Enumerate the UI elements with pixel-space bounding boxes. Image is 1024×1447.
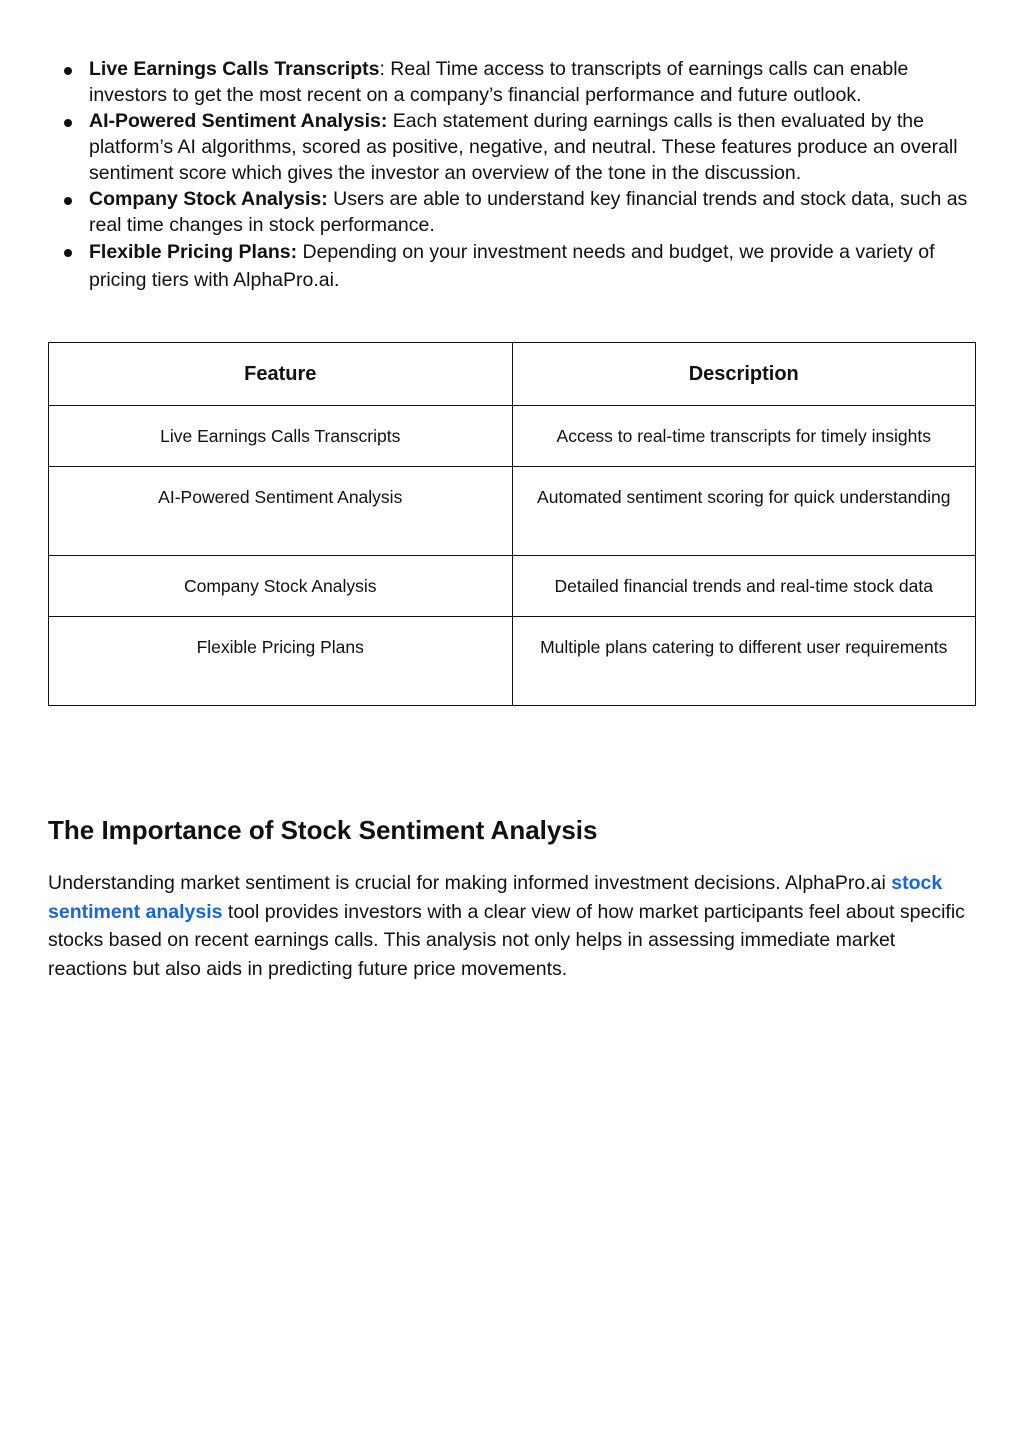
feature-title: Live Earnings Calls Transcripts bbox=[89, 58, 380, 80]
table-cell-feature: AI-Powered Sentiment Analysis bbox=[49, 467, 513, 556]
table-cell-description: Detailed financial trends and real-time stock data bbox=[512, 556, 976, 617]
table-cell-feature: Live Earnings Calls Transcripts bbox=[49, 406, 513, 467]
table-row bbox=[49, 406, 976, 467]
list-item bbox=[48, 56, 976, 108]
table-cell-description: Access to real-time transcripts for timely insights bbox=[512, 406, 976, 467]
feature-text: Depending on your investment needs and budget, we provide a variety of pricing tiers with AlphaPro.ai. bbox=[89, 241, 935, 291]
features-list bbox=[48, 56, 976, 294]
feature-separator: : bbox=[379, 58, 385, 80]
table-cell-description: Automated sentiment scoring for quick understanding bbox=[512, 467, 976, 556]
feature-title: Flexible Pricing Plans: bbox=[89, 241, 298, 263]
feature-title: AI-Powered Sentiment Analysis: bbox=[89, 110, 388, 132]
paragraph-text-start: Understanding market sentiment is crucial for making informed investment decisions. AlphaPro.ai bbox=[48, 872, 892, 894]
feature-title: Company Stock Analysis: bbox=[89, 188, 328, 210]
document-page bbox=[48, 56, 976, 983]
table-cell-feature: Flexible Pricing Plans bbox=[49, 617, 513, 706]
feature-text: Real Time access to transcripts of earnings calls can enable investors to get the most recent on a company’s financial performance and future outlook. bbox=[89, 58, 909, 106]
list-item bbox=[48, 108, 976, 186]
paragraph-text-end: tool provides investors with a clear view of how market participants feel about specific stocks based on recent earnings calls. This analysis not only helps in assessing immediate market reactions but also aids in predicting future price movements. bbox=[48, 900, 965, 980]
bullet-icon bbox=[64, 197, 72, 205]
bullet-icon bbox=[64, 67, 72, 75]
table-row bbox=[49, 556, 976, 617]
column-header-feature: Feature bbox=[49, 343, 513, 406]
table-cell-description: Multiple plans catering to different user requirements bbox=[512, 617, 976, 706]
section-heading: The Importance of Stock Sentiment Analysis bbox=[48, 815, 598, 845]
list-item bbox=[48, 238, 976, 294]
section-paragraph bbox=[48, 869, 976, 983]
bullet-icon bbox=[64, 249, 72, 257]
table-cell-feature: Company Stock Analysis bbox=[49, 556, 513, 617]
column-header-description: Description bbox=[512, 343, 976, 406]
bullet-icon bbox=[64, 119, 72, 127]
feature-text: Users are able to understand key financial trends and stock data, such as real time changes in stock performance. bbox=[89, 188, 968, 236]
table-row bbox=[49, 617, 976, 706]
feature-table bbox=[48, 342, 976, 706]
table-row bbox=[49, 467, 976, 556]
table-header-row bbox=[49, 343, 976, 406]
feature-text: Each statement during earnings calls is then evaluated by the platform’s AI algorithms, scored as positive, negative, and neutral. These features produce an overall sentiment score which gives the investor an overview of the tone in the discussion. bbox=[89, 110, 958, 184]
stock-sentiment-analysis-link[interactable]: stock sentiment analysis bbox=[48, 872, 943, 923]
list-item bbox=[48, 186, 976, 238]
